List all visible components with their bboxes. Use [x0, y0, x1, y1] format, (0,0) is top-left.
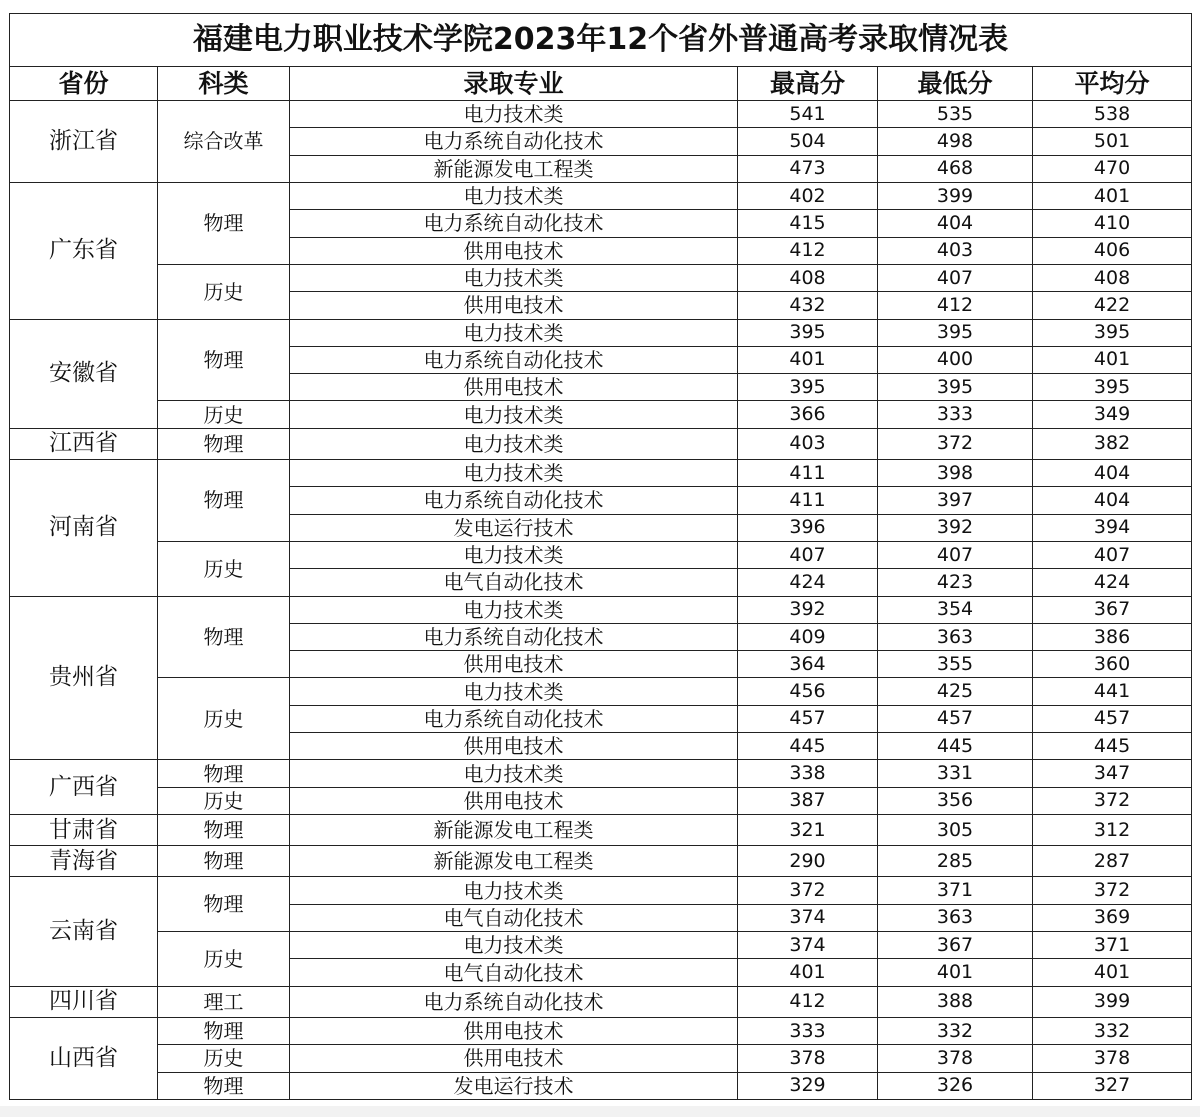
avg-score-cell: 386 — [1033, 623, 1192, 650]
max-score-cell: 387 — [738, 787, 878, 814]
table-row — [10, 760, 1192, 787]
max-score-cell: 395 — [738, 374, 878, 401]
max-score-cell: 402 — [738, 182, 878, 209]
category-cell: 历史 — [158, 541, 290, 596]
category-cell: 历史 — [158, 264, 290, 319]
avg-score-cell: 401 — [1033, 182, 1192, 209]
category-cell: 物理 — [158, 760, 290, 787]
category-cell: 物理 — [158, 319, 290, 401]
table-row — [10, 846, 1192, 877]
max-score-cell: 392 — [738, 596, 878, 623]
avg-score-cell: 327 — [1033, 1072, 1192, 1099]
avg-score-cell: 408 — [1033, 264, 1192, 291]
category-cell: 物理 — [158, 459, 290, 541]
category-cell: 历史 — [158, 932, 290, 987]
header-row — [10, 67, 1192, 101]
max-score-cell: 407 — [738, 541, 878, 568]
max-score-cell: 366 — [738, 401, 878, 428]
major-cell: 电力技术类 — [290, 596, 738, 623]
min-score-cell: 331 — [878, 760, 1033, 787]
header-avg-score: 平均分 — [1033, 67, 1192, 101]
min-score-cell: 397 — [878, 487, 1033, 514]
major-cell: 电力技术类 — [290, 932, 738, 959]
province-cell: 云南省 — [10, 877, 158, 986]
table-row — [10, 401, 1192, 428]
max-score-cell: 411 — [738, 459, 878, 486]
max-score-cell: 409 — [738, 623, 878, 650]
province-cell: 山西省 — [10, 1017, 158, 1099]
min-score-cell: 363 — [878, 623, 1033, 650]
category-cell: 物理 — [158, 846, 290, 877]
max-score-cell: 401 — [738, 346, 878, 373]
table-row — [10, 678, 1192, 705]
avg-score-cell: 401 — [1033, 959, 1192, 986]
major-cell: 新能源发电工程类 — [290, 846, 738, 877]
avg-score-cell: 404 — [1033, 487, 1192, 514]
province-cell: 青海省 — [10, 846, 158, 877]
max-score-cell: 412 — [738, 237, 878, 264]
max-score-cell: 374 — [738, 904, 878, 931]
category-cell: 物理 — [158, 182, 290, 264]
min-score-cell: 388 — [878, 986, 1033, 1017]
min-score-cell: 457 — [878, 705, 1033, 732]
category-cell: 物理 — [158, 877, 290, 932]
header-max-score: 最高分 — [738, 67, 878, 101]
max-score-cell: 457 — [738, 705, 878, 732]
province-cell: 四川省 — [10, 986, 158, 1017]
max-score-cell: 504 — [738, 128, 878, 155]
max-score-cell: 408 — [738, 264, 878, 291]
category-cell: 物理 — [158, 1072, 290, 1099]
min-score-cell: 395 — [878, 319, 1033, 346]
avg-score-cell: 369 — [1033, 904, 1192, 931]
table-row — [10, 101, 1192, 128]
avg-score-cell: 347 — [1033, 760, 1192, 787]
min-score-cell: 326 — [878, 1072, 1033, 1099]
avg-score-cell: 367 — [1033, 596, 1192, 623]
province-cell: 河南省 — [10, 459, 158, 596]
max-score-cell: 445 — [738, 733, 878, 760]
table-row — [10, 319, 1192, 346]
min-score-cell: 535 — [878, 101, 1033, 128]
major-cell: 电力技术类 — [290, 428, 738, 459]
avg-score-cell: 410 — [1033, 210, 1192, 237]
max-score-cell: 374 — [738, 932, 878, 959]
min-score-cell: 468 — [878, 155, 1033, 182]
category-cell: 物理 — [158, 428, 290, 459]
category-cell: 历史 — [158, 401, 290, 428]
min-score-cell: 404 — [878, 210, 1033, 237]
table-row — [10, 541, 1192, 568]
header-province: 省份 — [10, 67, 158, 101]
header-category: 科类 — [158, 67, 290, 101]
major-cell: 供用电技术 — [290, 651, 738, 678]
avg-score-cell: 404 — [1033, 459, 1192, 486]
table-row — [10, 1072, 1192, 1099]
avg-score-cell: 395 — [1033, 319, 1192, 346]
max-score-cell: 290 — [738, 846, 878, 877]
major-cell: 供用电技术 — [290, 787, 738, 814]
province-cell: 广东省 — [10, 182, 158, 319]
avg-score-cell: 457 — [1033, 705, 1192, 732]
category-cell: 物理 — [158, 596, 290, 678]
max-score-cell: 415 — [738, 210, 878, 237]
min-score-cell: 498 — [878, 128, 1033, 155]
max-score-cell: 372 — [738, 877, 878, 904]
major-cell: 电力技术类 — [290, 877, 738, 904]
major-cell: 供用电技术 — [290, 733, 738, 760]
min-score-cell: 371 — [878, 877, 1033, 904]
province-cell: 甘肃省 — [10, 815, 158, 846]
avg-score-cell: 501 — [1033, 128, 1192, 155]
table-row — [10, 787, 1192, 814]
major-cell: 电力系统自动化技术 — [290, 210, 738, 237]
admission-score-table — [9, 13, 1192, 1100]
major-cell: 电力系统自动化技术 — [290, 128, 738, 155]
min-score-cell: 398 — [878, 459, 1033, 486]
major-cell: 电力技术类 — [290, 760, 738, 787]
min-score-cell: 285 — [878, 846, 1033, 877]
min-score-cell: 355 — [878, 651, 1033, 678]
major-cell: 电力技术类 — [290, 541, 738, 568]
major-cell: 电气自动化技术 — [290, 904, 738, 931]
max-score-cell: 364 — [738, 651, 878, 678]
province-cell: 贵州省 — [10, 596, 158, 760]
min-score-cell: 425 — [878, 678, 1033, 705]
min-score-cell: 305 — [878, 815, 1033, 846]
max-score-cell: 473 — [738, 155, 878, 182]
min-score-cell: 399 — [878, 182, 1033, 209]
major-cell: 供用电技术 — [290, 374, 738, 401]
min-score-cell: 378 — [878, 1045, 1033, 1072]
province-cell: 安徽省 — [10, 319, 158, 428]
min-score-cell: 395 — [878, 374, 1033, 401]
avg-score-cell: 372 — [1033, 787, 1192, 814]
major-cell: 电气自动化技术 — [290, 569, 738, 596]
table-row — [10, 182, 1192, 209]
avg-score-cell: 394 — [1033, 514, 1192, 541]
min-score-cell: 372 — [878, 428, 1033, 459]
min-score-cell: 401 — [878, 959, 1033, 986]
major-cell: 电力技术类 — [290, 678, 738, 705]
max-score-cell: 456 — [738, 678, 878, 705]
major-cell: 电力技术类 — [290, 182, 738, 209]
min-score-cell: 392 — [878, 514, 1033, 541]
avg-score-cell: 395 — [1033, 374, 1192, 401]
avg-score-cell: 470 — [1033, 155, 1192, 182]
table-row — [10, 1017, 1192, 1044]
avg-score-cell: 422 — [1033, 292, 1192, 319]
major-cell: 发电运行技术 — [290, 514, 738, 541]
avg-score-cell: 441 — [1033, 678, 1192, 705]
max-score-cell: 541 — [738, 101, 878, 128]
header-min-score: 最低分 — [878, 67, 1033, 101]
category-cell: 历史 — [158, 678, 290, 760]
major-cell: 电力技术类 — [290, 264, 738, 291]
major-cell: 电力系统自动化技术 — [290, 487, 738, 514]
max-score-cell: 395 — [738, 319, 878, 346]
min-score-cell: 367 — [878, 932, 1033, 959]
major-cell: 电力技术类 — [290, 459, 738, 486]
avg-score-cell: 407 — [1033, 541, 1192, 568]
table-row — [10, 877, 1192, 904]
major-cell: 电气自动化技术 — [290, 959, 738, 986]
min-score-cell: 445 — [878, 733, 1033, 760]
max-score-cell: 396 — [738, 514, 878, 541]
max-score-cell: 338 — [738, 760, 878, 787]
table-row — [10, 932, 1192, 959]
category-cell: 物理 — [158, 1017, 290, 1044]
major-cell: 电力系统自动化技术 — [290, 705, 738, 732]
table-row — [10, 264, 1192, 291]
min-score-cell: 412 — [878, 292, 1033, 319]
province-cell: 广西省 — [10, 760, 158, 815]
category-cell: 历史 — [158, 1045, 290, 1072]
avg-score-cell: 382 — [1033, 428, 1192, 459]
max-score-cell: 378 — [738, 1045, 878, 1072]
min-score-cell: 423 — [878, 569, 1033, 596]
table-row — [10, 596, 1192, 623]
major-cell: 电力技术类 — [290, 401, 738, 428]
table-body — [10, 101, 1192, 1100]
min-score-cell: 363 — [878, 904, 1033, 931]
category-cell: 理工 — [158, 986, 290, 1017]
avg-score-cell: 312 — [1033, 815, 1192, 846]
min-score-cell: 354 — [878, 596, 1033, 623]
avg-score-cell: 349 — [1033, 401, 1192, 428]
table-row — [10, 815, 1192, 846]
avg-score-cell: 538 — [1033, 101, 1192, 128]
min-score-cell: 332 — [878, 1017, 1033, 1044]
avg-score-cell: 445 — [1033, 733, 1192, 760]
min-score-cell: 403 — [878, 237, 1033, 264]
min-score-cell: 356 — [878, 787, 1033, 814]
major-cell: 电力系统自动化技术 — [290, 986, 738, 1017]
min-score-cell: 407 — [878, 541, 1033, 568]
major-cell: 新能源发电工程类 — [290, 155, 738, 182]
min-score-cell: 400 — [878, 346, 1033, 373]
major-cell: 电力系统自动化技术 — [290, 346, 738, 373]
major-cell: 电力技术类 — [290, 319, 738, 346]
avg-score-cell: 406 — [1033, 237, 1192, 264]
min-score-cell: 333 — [878, 401, 1033, 428]
avg-score-cell: 401 — [1033, 346, 1192, 373]
max-score-cell: 424 — [738, 569, 878, 596]
major-cell: 供用电技术 — [290, 237, 738, 264]
province-cell: 江西省 — [10, 428, 158, 459]
max-score-cell: 321 — [738, 815, 878, 846]
max-score-cell: 403 — [738, 428, 878, 459]
avg-score-cell: 424 — [1033, 569, 1192, 596]
max-score-cell: 411 — [738, 487, 878, 514]
avg-score-cell: 372 — [1033, 877, 1192, 904]
avg-score-cell: 287 — [1033, 846, 1192, 877]
max-score-cell: 412 — [738, 986, 878, 1017]
table-title: 福建电力职业技术学院2023年12个省外普通高考录取情况表 — [10, 14, 1192, 67]
table-row — [10, 1045, 1192, 1072]
province-cell: 浙江省 — [10, 101, 158, 183]
max-score-cell: 333 — [738, 1017, 878, 1044]
major-cell: 电力技术类 — [290, 101, 738, 128]
header-major: 录取专业 — [290, 67, 738, 101]
avg-score-cell: 378 — [1033, 1045, 1192, 1072]
major-cell: 供用电技术 — [290, 1045, 738, 1072]
category-cell: 历史 — [158, 787, 290, 814]
table-row — [10, 459, 1192, 486]
major-cell: 供用电技术 — [290, 292, 738, 319]
avg-score-cell: 360 — [1033, 651, 1192, 678]
major-cell: 供用电技术 — [290, 1017, 738, 1044]
table-row — [10, 986, 1192, 1017]
max-score-cell: 329 — [738, 1072, 878, 1099]
major-cell: 电力系统自动化技术 — [290, 623, 738, 650]
avg-score-cell: 332 — [1033, 1017, 1192, 1044]
avg-score-cell: 399 — [1033, 986, 1192, 1017]
max-score-cell: 401 — [738, 959, 878, 986]
max-score-cell: 432 — [738, 292, 878, 319]
min-score-cell: 407 — [878, 264, 1033, 291]
major-cell: 新能源发电工程类 — [290, 815, 738, 846]
major-cell: 发电运行技术 — [290, 1072, 738, 1099]
category-cell: 物理 — [158, 815, 290, 846]
avg-score-cell: 371 — [1033, 932, 1192, 959]
table-row — [10, 428, 1192, 459]
category-cell: 综合改革 — [158, 101, 290, 183]
